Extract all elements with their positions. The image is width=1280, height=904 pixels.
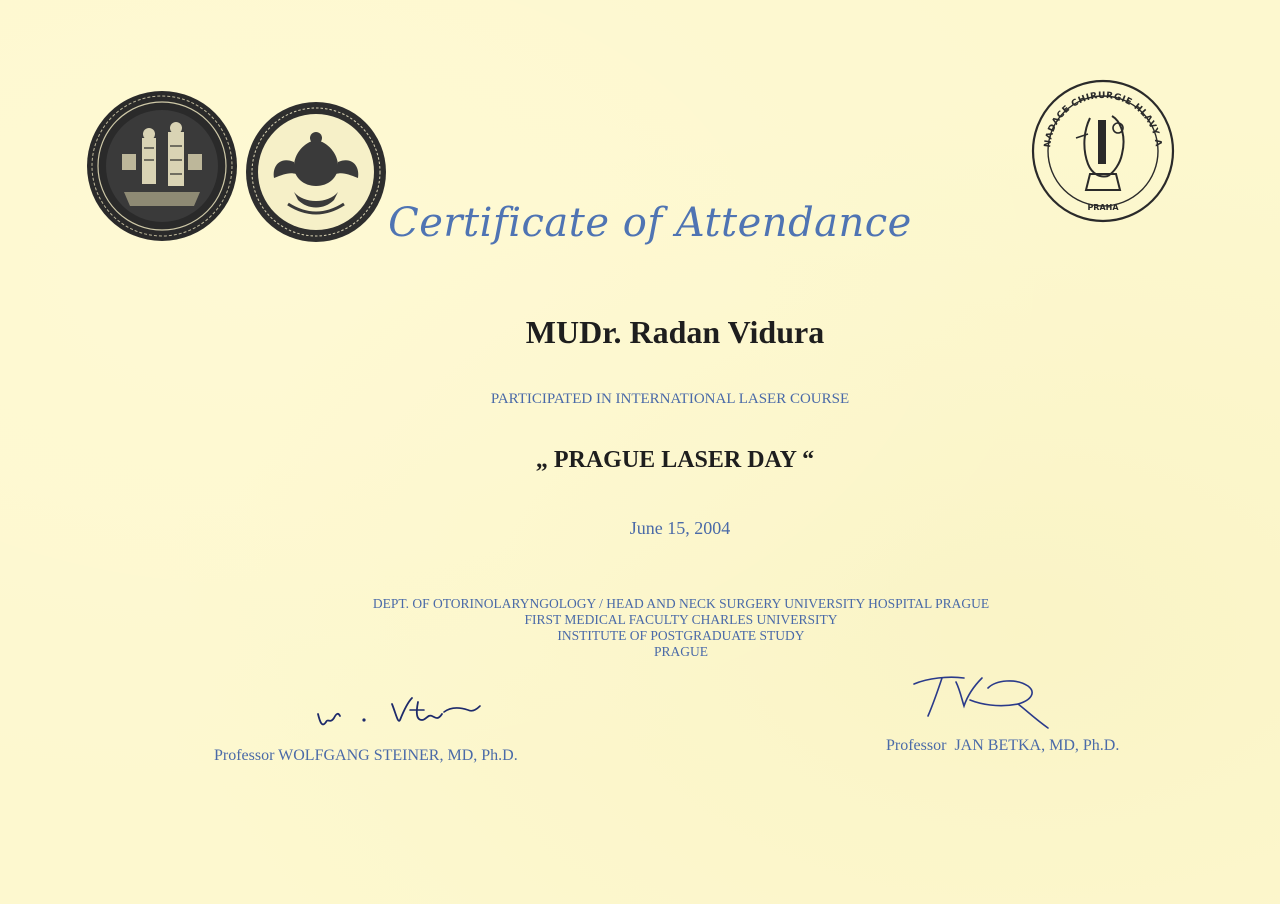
steiner-signature: [312, 688, 492, 738]
participation-text: PARTICIPATED IN INTERNATIONAL LASER COURSE: [490, 391, 850, 407]
svg-text:NADACE CHIRURGIE HLAVY A KRKU: [1030, 78, 1163, 151]
signatory-betka: Professor JAN BETKA, MD, Ph.D.: [886, 737, 1120, 754]
course-name: „ PRAGUE LASER DAY “: [535, 447, 815, 473]
institution-line: PRAGUE: [653, 644, 708, 659]
institution-block: [0, 596, 1280, 660]
betka-signature: [908, 664, 1058, 736]
institution-line: DEPT. OF OTORINOLARYNGOLOGY / HEAD AND NECK SURGERY UNIVERSITY HOSPITAL PRAGUE: [372, 596, 990, 611]
certificate-title: Certificate of Attendance: [388, 200, 912, 246]
institution-line: INSTITUTE OF POSTGRADUATE STUDY: [557, 628, 805, 643]
recipient-name: MUDr. Radan Vidura: [525, 314, 825, 350]
institution-line: FIRST MEDICAL FACULTY CHARLES UNIVERSITY: [524, 612, 838, 627]
course-date: June 15, 2004: [629, 518, 731, 538]
foundation-seal-arc-text: NADACE CHIRURGIE HLAVY A: [1043, 90, 1163, 149]
foundation-seal-city: PRAHA: [1087, 203, 1119, 212]
signatory-steiner: Professor WOLFGANG STEINER, MD, Ph.D.: [214, 747, 518, 764]
